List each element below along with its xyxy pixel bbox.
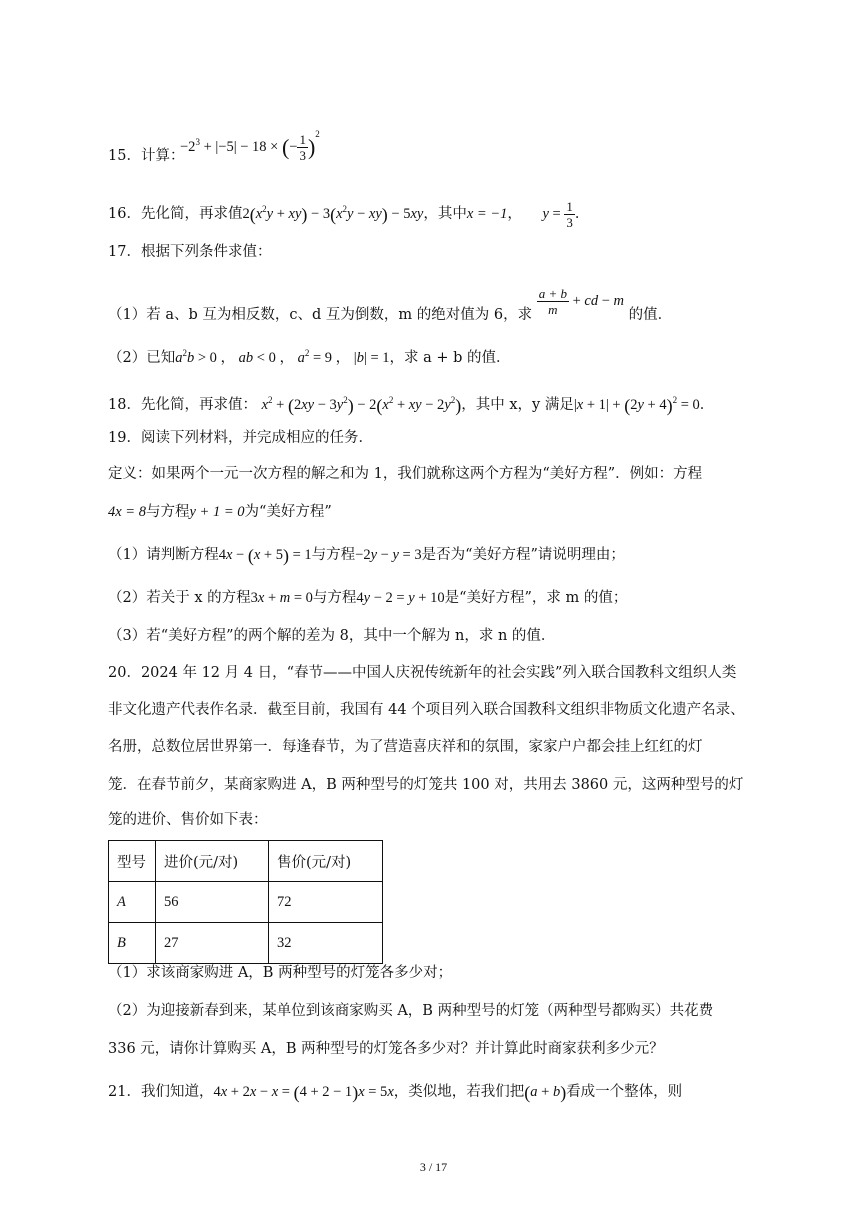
q21-mid: ，类似地，若我们把 bbox=[393, 1084, 525, 1100]
q16-mid: ，其中 bbox=[423, 205, 467, 222]
q17-part1-text: （1）若 a、b 互为相反数，c、d 互为倒数，m 的绝对值为 6，求 bbox=[108, 306, 533, 323]
table-header-cell: 售价(元/对) bbox=[269, 841, 383, 882]
q20-sub3: 336 元，请你计算购买 A，B 两种型号的灯笼各多少对？并计算此时商家获利多少元？ bbox=[108, 1041, 664, 1057]
q20-line4: 笼．在春节前夕，某商家购进 A，B 两种型号的灯笼共 100 对，共用去 3860 元，这两种型号的灯 bbox=[108, 777, 744, 793]
table-header-row bbox=[109, 841, 383, 882]
q15-line bbox=[108, 146, 184, 166]
q19-task1-eq-a: 4x − (x + 5) = 1 bbox=[218, 545, 312, 566]
q21-prefix: 21．我们知道， bbox=[108, 1084, 214, 1100]
table-header-cell: 型号 bbox=[109, 841, 156, 882]
q15-prefix: 15．计算： bbox=[108, 148, 185, 164]
table-cell: 27 bbox=[156, 923, 269, 964]
q19-example bbox=[108, 502, 332, 522]
table-cell: B bbox=[109, 923, 156, 964]
q19-title: 19．阅读下列材料，并完成相应的任务． bbox=[108, 430, 373, 446]
q18-expression: $x^2 + (2xy - 3y^2) - 2(x^2$ + xy − $2y^2$) bbox=[261, 395, 462, 416]
q19-task2-eq-b: 4y − 2 = y + 10 bbox=[356, 590, 445, 606]
q18-end: ． bbox=[699, 396, 715, 413]
q19-task1-eq-b: −2y − y = 3 bbox=[355, 547, 422, 563]
q19-task2-mid: 与方程 bbox=[312, 590, 357, 606]
q19-definition: 定义：如果两个一元一次方程的解之和为 1，我们就称这两个方程为“美好方程”．例如：方程 bbox=[108, 466, 703, 482]
q19-task2-pre: （2）若关于 x 的方程 bbox=[108, 590, 251, 606]
q21-line bbox=[108, 1082, 682, 1103]
q17-part2 bbox=[108, 343, 511, 368]
q16-sep: ， bbox=[507, 205, 522, 222]
q17-part2-end: ，求 a + b 的值． bbox=[389, 349, 511, 366]
q17-part1-end: 的值． bbox=[628, 306, 673, 323]
table-header-cell: 进价(元/对) bbox=[156, 841, 269, 882]
q16-x-value: x = −1 bbox=[466, 205, 508, 222]
q20-line5: 笼的进价、售价如下表： bbox=[108, 812, 268, 828]
q16-y-value: y = $\frac{1}{3}$ bbox=[542, 199, 573, 230]
q19-example-end: 为“美好方程” bbox=[244, 504, 332, 520]
q18-condition: $|x + 1| + (2y + 4)^2 = 0$ bbox=[573, 395, 700, 416]
price-table bbox=[108, 840, 383, 964]
q19-task2-eq-a: 3x + m = 0 bbox=[250, 590, 313, 606]
q17-part1 bbox=[108, 286, 673, 331]
q16-prefix: 16．先化简，再求值 bbox=[108, 205, 243, 222]
table-cell: 72 bbox=[269, 882, 383, 923]
page-number: 3 / 17 bbox=[419, 1160, 448, 1174]
q20-sub2: （2）为迎接新春到来，某单位到该商家购买 A，B 两种型号的灯笼（两种型号都购买）共花费 bbox=[108, 1003, 714, 1019]
q17-part1-expression: $\frac{a + b}{m}$ + cd − m bbox=[538, 286, 625, 317]
q20-line3: 名册，总数位居世界第一．每逢春节，为了营造喜庆祥和的氛围，家家户户都会挂上红红的灯 bbox=[108, 739, 703, 755]
q19-task1-pre: （1）请判断方程 bbox=[108, 547, 219, 563]
q19-task1-mid: 与方程 bbox=[311, 547, 356, 563]
q18-line bbox=[108, 390, 714, 416]
q19-task2-end: 是“美好方程”，求 m 的值； bbox=[444, 590, 628, 606]
q20-line2: 非文化遗产代表作名录．截至目前，我国有 44 个项目列入联合国教科文组织非物质文化遗产名录、 bbox=[108, 702, 745, 718]
q19-task1 bbox=[108, 545, 625, 566]
q17-title: 17．根据下列条件求值： bbox=[108, 244, 272, 260]
q21-group: (a + b) bbox=[524, 1082, 567, 1103]
q21-expression: 4x + 2x − x = (4 + 2 − 1)x = 5x bbox=[213, 1082, 394, 1103]
table-cell: 32 bbox=[269, 923, 383, 964]
table-row bbox=[109, 882, 383, 923]
q17-part2-text: （2）已知 bbox=[108, 349, 176, 366]
q15-expression: $-2^3 + |-5| - 18$ × (− $\frac{1}{3}$ )$^2$ bbox=[180, 129, 320, 164]
q20-line1: 20．2024 年 12 月 4 日，“春节——中国人庆祝传统新年的社会实践”列入联合国教科文组织人类 bbox=[108, 665, 737, 681]
q19-task2 bbox=[108, 588, 627, 608]
q19-task1-end: 是否为“美好方程”请说明理由； bbox=[421, 547, 625, 563]
q18-mid: ，其中 x，y 满足 bbox=[461, 396, 574, 413]
q16-line bbox=[108, 199, 589, 230]
table-cell: 56 bbox=[156, 882, 269, 923]
q19-task3: （3）若“美好方程”的两个解的差为 8，其中一个解为 n，求 n 的值． bbox=[108, 628, 556, 644]
q16-expression: $2(x^2y + xy) - 3(x^2y - xy) - 5xy$ bbox=[242, 204, 424, 225]
q17-part2-conditions: $a^2b > 0$ ， ab < 0 ， $a^2 = 9$ ， |b| = 1 bbox=[175, 348, 390, 366]
q16-end: ． bbox=[574, 205, 590, 222]
q19-example-mid: 与方程 bbox=[145, 504, 190, 520]
table-row bbox=[109, 923, 383, 964]
q21-end: 看成一个整体，则 bbox=[566, 1084, 683, 1100]
q19-example-eq-b: y + 1 = 0 bbox=[189, 504, 245, 520]
q18-prefix: 18．先化简，再求值： bbox=[108, 396, 257, 413]
q20-sub1: （1）求该商家购进 A，B 两种型号的灯笼各多少对； bbox=[108, 965, 453, 981]
table-cell: A bbox=[109, 882, 156, 923]
q19-example-eq-a: 4x = 8 bbox=[108, 504, 146, 520]
